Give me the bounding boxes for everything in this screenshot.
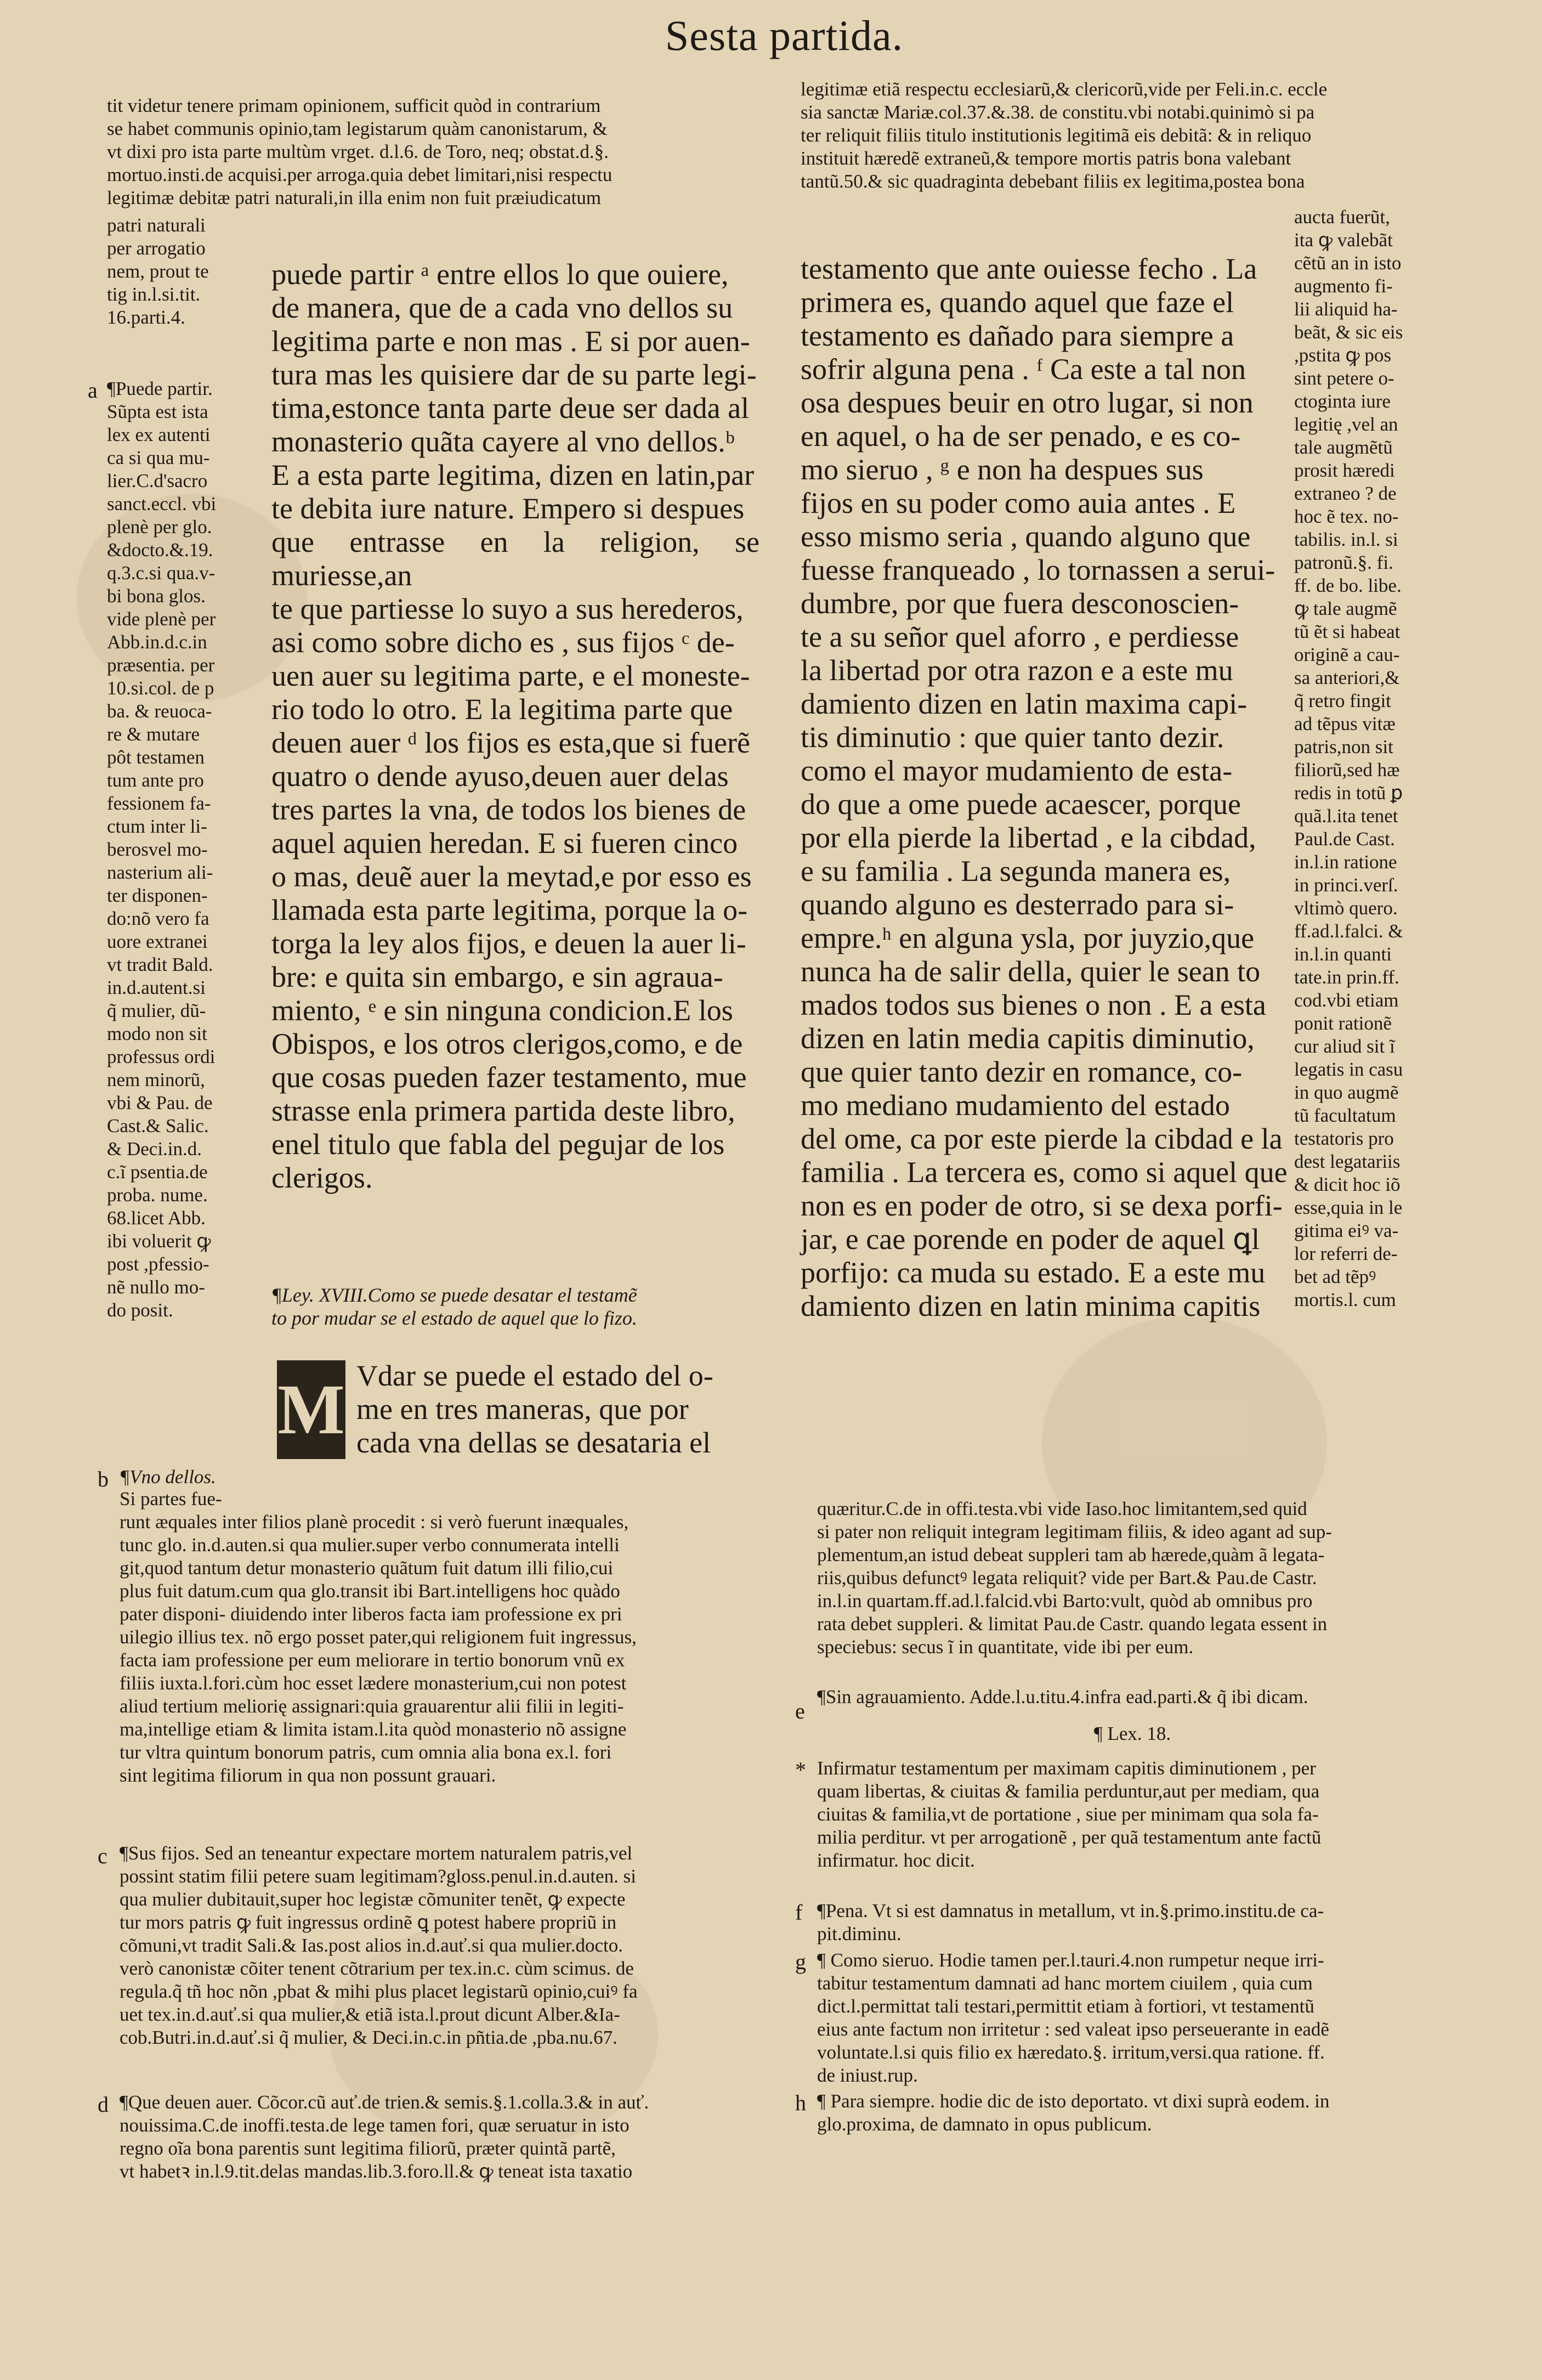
decorated-initial: M bbox=[277, 1360, 345, 1459]
main-text-column-1-continued: Vdar se puede el estado del o- me en tres maneras, que por cada vna dellas se desataria el bbox=[356, 1359, 713, 1459]
gloss-f-text: ¶Pena. Vt si est damnatus in metallum, vt in.§.primo.institu.de ca- pit.diminu. bbox=[817, 1900, 1324, 1944]
main-text-column-2: testamento que ante ouiesse fecho . La primera es, quando aquel que faze el testamento es dañado para siempre a sofrir alguna pena . ᶠ Ca este a tal non osa despues beuir en otro lugar, si non en aquel, o ha de ser penado, e es co- mo sieruo , ᵍ e non ha despues sus fijos en su poder como auia antes . E esso mismo seria , quando alguno que fuesse franqueado , lo tornassen a serui- dumbre, por que fuera desconoscien- te a su señor quel aforro , e perdiesse la libertad por otra razon e a este mu damiento dizen en latin maxima capi- tis diminutio : que quier tanto dezir. como el mayor mudamiento de esta- do que a ome puede acaescer, porque por ella pierde la libertad , e la cibdad, e su familia . La segunda manera es, quando alguno es desterrado para si- empre.ʰ en alguna ysla, por juyzio,que nunca ha de salir della, quier le sean to mados todos sus bienes o non . E a esta dizen en latin media capitis diminutio, que quier tanto dezir en romance, co- mo mediano mudamiento del estado del ome, ca por este pierde la cibdad e la familia . La tercera es, como si aquel que non es en poder de otro, si se dexa porfi- jar, e cae porende en poder de aquel ꝗl porfijo: ca muda su estado. E a este mu damiento dizen en latin minima capitis bbox=[801, 252, 1288, 1322]
gloss-marker-star: * bbox=[795, 1757, 806, 1782]
gloss-marker-e: e bbox=[795, 1699, 805, 1723]
gloss-c-text: ¶Sus fijos. Sed an teneantur expectare mortem naturalem patris,vel possint statim filii petere suam legitimam?gloss.penul.in.d.auten. si qua mulier dubitauit,super hoc legistæ cõmuniter tenẽt, ꝙ expecte tur mors patris ꝙ fuit ingressus ordinẽ ꝗ potest habere propriũ in cõmuni,vt tradit Sali.& Ias.post alios in.d.auť.si qua mulier.docto. verò canonistæ cõiter tenent cõtrarium per tex.in.c. cùm scimus. de regula.q̃ tñ hoc nõn ,pbat & mihi plus placet legistarũ opinio,cuiꝰ fa uet tex.in.d.auť.si qua mulier,& etiã ista.l.prout dicunt Alber.&Ia- cob.Butri.in.d.auť.si q̃ mulier, & Deci.in.c.in pñtia.de ,pba.nu.67. bbox=[120, 1842, 638, 2048]
gloss-b-text: Si partes fue- runt æquales inter filios planè procedit : si verò fuerunt inæquales, tunc glo. in.d.auten.si qua mulier.super verbo connumerata intelli git,quod tantum detur monasterio quãtum fuit datum illi filio,cui plus fuit datum.cum qua glo.transit ibi Bart.intelligens hoc quàdo pater disponi- diuidendo inter liberos facta iam professione ex pri uilegio illius tex. nõ ergo posset pater,qui religionem fuit ingressus, facta iam professione per eum meliorare in tertio bonorum vnũ ex filiis iuxta.l.fori.cùm hoc esset lædere monasterium,cui non potest aliud tertium meliorię assignari:quia grauarentur alii filii in legiti- ma,intellige etiam & limita istam.l.ita quòd monasterio nõ assigne tur vltra quintum bonorum patris, cum omnia alia bona ex.l. fori sint legitima filiorum in qua non possunt grauari. bbox=[120, 1488, 637, 1786]
gloss-marker-b: b bbox=[98, 1467, 109, 1491]
lex-heading: ¶ Lex. 18. bbox=[1093, 1723, 1171, 1744]
gloss-marker-c: c bbox=[98, 1844, 107, 1868]
top-left-gloss: tit videtur tenere primam opinionem, sufficit quòd in contrarium se habet communis opinio,tam legistarum quàm canonistarum, & vt dixi pro ista parte multùm vrget. d.l.6. de Toro, neq; obstat.d.§. mortuo.insti.de acquisi.per arroga.quia debet limitari,nisi respectu legitimæ debitæ patri naturali,in illa enim non fuit præiudicatum bbox=[107, 95, 613, 208]
gloss-h-text: ¶ Para siempre. hodie dic de isto deportato. vt dixi suprà eodem. in glo.proxima, de damnato in opus publicum. bbox=[817, 2090, 1330, 2135]
law-heading: ¶Ley. XVIII.Como se puede desatar el testamẽ to por mudar se el estado de aquel que lo fizo. bbox=[271, 1284, 637, 1329]
running-header: Sesta partida. bbox=[665, 12, 904, 59]
gloss-e-text: ¶Sin agrauamiento. Adde.l.u.titu.4.infra ead.parti.& q̃ ibi dicam. bbox=[817, 1686, 1308, 1708]
gloss-marker-g: g bbox=[795, 1949, 806, 1974]
gloss-marker-a: a bbox=[88, 378, 98, 403]
left-margin-gloss-top: patri naturali per arrogatio nem, prout te tig in.l.si.tit. 16.parti.4. bbox=[107, 214, 209, 328]
left-margin-gloss: ¶Puede partir. Sũpta est ista lex ex autenti ca si qua mu- lier.C.d'sacro sanct.eccl. vbi plenè per glo. &docto.&.19. q.3.c.si qua.v- bi bona glos. vide plenè per Abb.in.d.c.in præsentia. per 10.si.col. de p ba. & reuoca- re & mutare pôt testamen tum ante pro fessionem fa- ctum inter li- berosvel mo- nasterium ali- ter disponen- do:nõ vero fa uore extranei vt tradit Bald. in.d.autent.si q̃ mulier, dũ- modo non sit professus ordi nem minorũ, vbi & Pau. de Cast.& Salic. & Deci.in.d. c.ĩ psentia.de proba. nume. 68.licet Abb. ibi voluerit ꝙ post ,pfessio- nẽ nullo mo- do posit. bbox=[107, 378, 217, 1321]
gloss-g-text: ¶ Como sieruo. Hodie tamen per.l.tauri.4.non rumpetur neque irri- tabitur testamentum damnati ad hanc mortem ciuilem , quia cum dict.l.permittat tali testari,permittit etiam à fortiori, vt testamentũ eius ante factum non irritetur : sed valeat ipso perseuerante in eadẽ voluntate.l.si quis filio ex hæredato.§. irritum,versi.qua ratione. ff. de iniust.rup. bbox=[817, 1949, 1329, 2086]
top-right-gloss: legitimæ etiã respectu ecclesiarũ,& clericorũ,vide per Feli.in.c. eccle sia sanctæ Mariæ.col.37.&.38. de constitu.vbi notabi.quinimò si pa ter reliquit filiis titulo institutionis legitimã eis debitã: & in reliquo instituit hæredẽ extraneũ,& tempore mortis patris bona valebant tantũ.50.& sic quadraginta debebant filiis ex legitima,postea bona bbox=[801, 78, 1328, 192]
gloss-marker-d: d bbox=[98, 2092, 109, 2117]
gloss-star-text: Infirmatur testamentum per maximam capitis diminutionem , per quam libertas, & ciuitas & familia perduntur,aut per mediam, qua ciuitas & familia,vt de portatione , siue per minimam qua sola fa- milia perditur. vt per arrogationẽ , per quã testamentum ante factũ infirmatur. hoc dicit. bbox=[817, 1757, 1322, 1871]
gloss-marker-h: h bbox=[795, 2090, 806, 2115]
gloss-d-text: ¶Que deuen auer. Cõcor.cũ auť.de trien.& semis.§.1.colla.3.& in auť. nouissima.C.de inoffi.testa.de lege tamen fori, quæ seruatur in isto regno oĩa bona parentis sunt legitima filiorũ, præter quintã partẽ, vt habetꝛ in.l.9.tit.delas mandas.lib.3.foro.ll.& ꝙ teneat ista taxatio bbox=[120, 2091, 649, 2182]
right-margin-gloss: aucta fuerũt, ita ꝙ valebãt cẽtũ an in isto augmento fi- lii aliquid ha- beãt, & sic eis ,pstita ꝙ pos sint petere o- ctoginta iure legitię ,vel an tale augmẽtũ prosit hæredi extraneo ? de hoc ẽ tex. no- tabilis. in.l. si patronũ.§. fi. ff. de bo. libe. ꝙ tale augmẽ tũ ẽt si habeat originẽ a cau- sa anteriori,& q̃ retro fingit ad tẽpus vitæ patris,non sit filiorũ,sed hæ redis in totũ ꝑ quã.l.ita tenet Paul.de Cast. in.l.in ratione in princi.verſ. vltimò quero. ff.ad.l.falci. & in.l.in quanti tate.in prin.ff. cod.vbi etiam ponit rationẽ cur aliud sit ĩ legatis in casu in quo augmẽ tũ facultatum testatoris pro dest legatariis & dicit hoc iõ esse,quia in le gitima eiꝰ va- lor referri de- bet ad tẽpꝰ mortis.l. cum bbox=[1294, 206, 1403, 1310]
gloss-continuation: quæritur.C.de in offi.testa.vbi vide Iaso.hoc limitantem,sed quid si pater non reliquit integram legitimam filiis, & ideo agant ad sup- plementum,an istud debeat suppleri tam ab hærede,quàm ã legata- riis,quibus defunctꝰ legata reliquit? vide per Bart.& Pau.de Castr. in.l.in quartam.ff.ad.l.falcid.vbi Barto:vult, quòd ab omnibus pro rata debet suppleri. & limitat Pau.de Castr. quando legata essent in speciebus: secus ĩ in quantitate, vide ibi per eum. bbox=[817, 1498, 1332, 1658]
main-text-column-1: puede partir ᵃ entre ellos lo que ouiere, de manera, que de a cada vno dellos su legitima parte e non mas . E si por auen- tura mas les quisiere dar de su parte legi- tima,estonce tanta parte deue ser dada al monasterio quãta cayere al vno dellos.ᵇ E a esta parte legitima, dizen en latin,par te debita iure nature. Empero si despues que entrasse en la religion, se muriesse,an te que partiesse lo suyo a sus herederos, asi como sobre dicho es , sus fijos ᶜ de- uen auer su legitima parte, e el moneste- rio todo lo otro. E la legitima parte que deuen auer ᵈ los fijos es esta,que si fuerẽ quatro o dende ayuso,deuen auer delas tres partes la vna, de todos los bienes de aquel aquien heredan. E si fueren cinco o mas, deuẽ auer la meytad,e por esso es llamada esta parte legitima, porque la o- torga la ley alos fijos, e deuen la auer li- bre: e quita sin embargo, e sin agraua- miento, ᵉ e sin ninguna condicion.E los Obispos, e los otros clerigos,como, e de que cosas pueden fazer testamento, mue strasse enla primera partida deste libro, enel titulo que fabla del pegujar de los clerigos. bbox=[271, 258, 759, 1194]
gloss-b-heading: ¶Vno dellos. bbox=[120, 1466, 216, 1488]
gloss-marker-f: f bbox=[795, 1900, 803, 1925]
